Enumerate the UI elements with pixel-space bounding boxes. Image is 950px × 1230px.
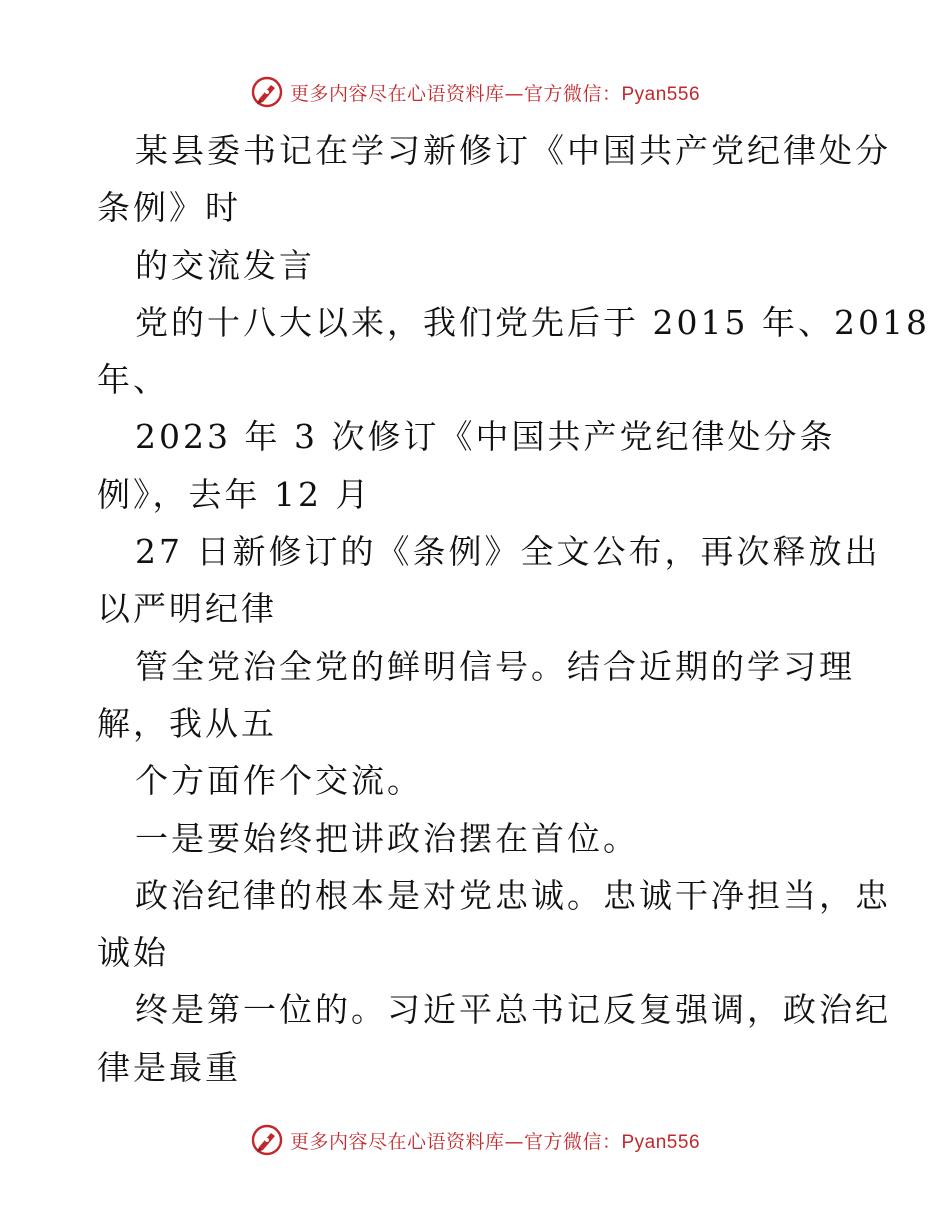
body-line: 以严明纪律 — [97, 589, 277, 629]
watermark-wechat-id: Pyan556 — [621, 83, 701, 105]
body-line: 终是第一位的。习近平总书记反复强调，政治纪 — [135, 990, 891, 1030]
body-line: 27 日新修订的《条例》全文公布，再次释放出 — [135, 532, 881, 572]
watermark-text — [290, 1127, 700, 1154]
watermark-content — [250, 75, 700, 109]
body-line: 诚始 — [97, 933, 169, 973]
body-line: 一是要始终把讲政治摆在首位。 — [135, 818, 639, 858]
body-line: 年、 — [97, 360, 169, 400]
pen-nib-circle-logo-icon — [250, 1123, 284, 1157]
body-line: 个方面作个交流。 — [135, 761, 423, 801]
body-line: 例》，去年 12 月 — [97, 474, 372, 514]
body-line: 政治纪律的根本是对党忠诚。忠诚干净担当，忠 — [135, 875, 891, 915]
watermark-content — [250, 1123, 700, 1157]
watermark-banner-top — [0, 72, 950, 112]
watermark-main-text: 更多内容尽在心语资料库 — [289, 82, 505, 105]
watermark-text — [290, 79, 700, 106]
body-line: 某县委书记在学习新修订《中国共产党纪律处分 — [135, 131, 891, 170]
watermark-dash: — — [504, 1130, 524, 1153]
body-line: 解，我从五 — [97, 703, 277, 743]
body-line: 2023 年 3 次修订《中国共产党纪律处分条 — [135, 417, 836, 457]
watermark-banner-bottom — [0, 1120, 950, 1160]
body-line: 党的十八大以来，我们党先后于 2015 年、2018 — [135, 302, 930, 342]
body-line: 条例》时 — [97, 188, 241, 228]
watermark-wechat-id: Pyan556 — [621, 1131, 701, 1153]
watermark-main-text: 更多内容尽在心语资料库 — [289, 1130, 505, 1153]
watermark-official-label: 官方微信： — [523, 1130, 622, 1153]
pen-nib-circle-logo-icon — [250, 75, 284, 109]
body-line: 管全党治全党的鲜明信号。结合近期的学习理 — [135, 646, 855, 686]
document-body — [97, 122, 930, 1096]
watermark-dash: — — [504, 82, 524, 105]
watermark-official-label: 官方微信： — [523, 82, 622, 105]
body-line: 律是最重 — [97, 1047, 241, 1087]
body-line: 的交流发言 — [135, 245, 315, 285]
